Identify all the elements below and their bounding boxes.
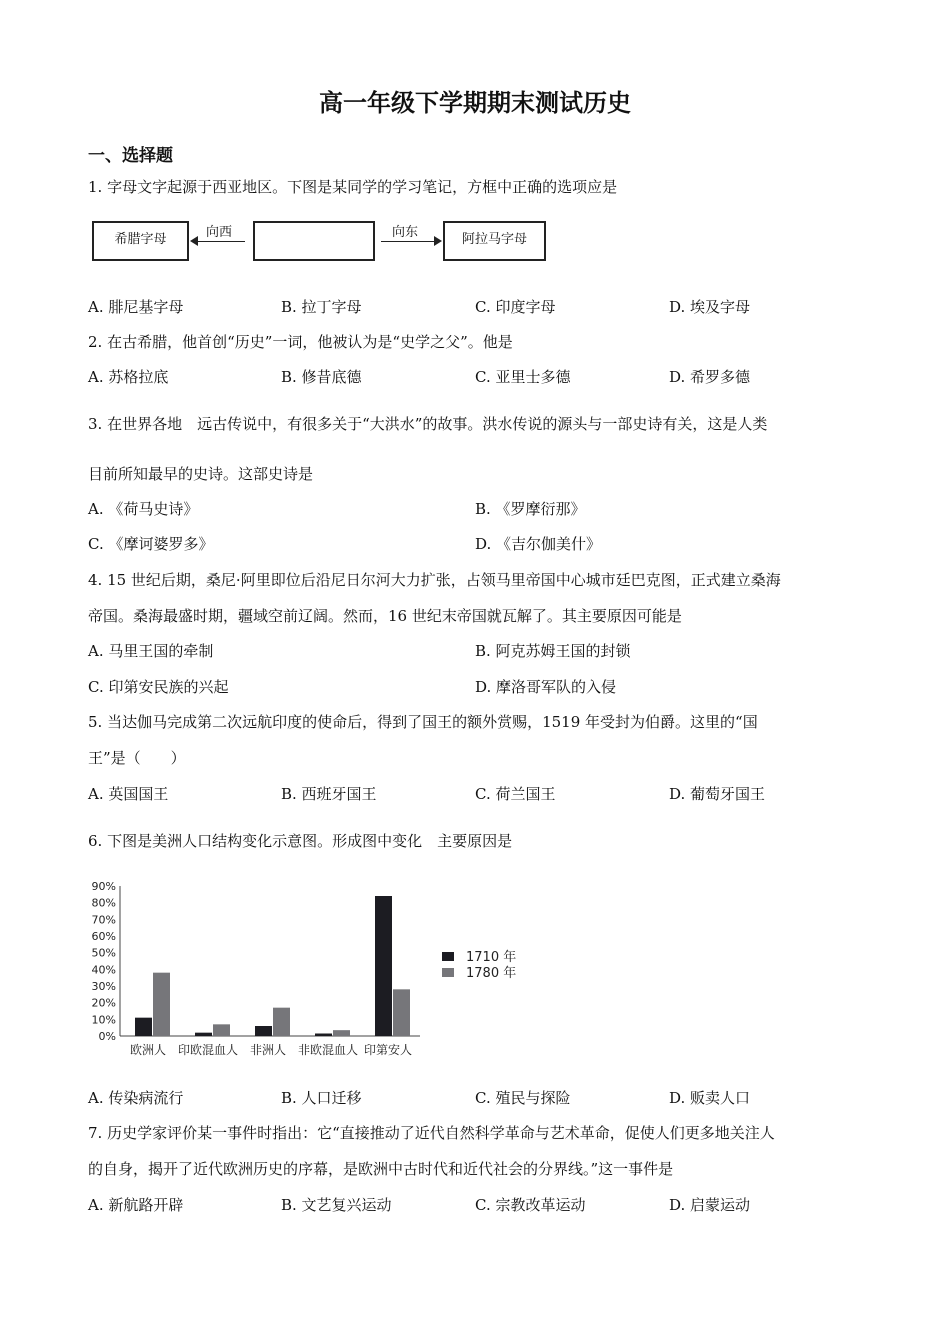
bar <box>135 1018 152 1036</box>
q7-option-a[interactable]: A. 新航路开辟 <box>88 1196 184 1214</box>
q1-text: 1. 字母文字起源于西亚地区。下图是某同学的学习笔记，方框中正确的选项应是 <box>88 178 618 196</box>
q2-option-a[interactable]: A. 苏格拉底 <box>88 368 169 386</box>
legend-swatch <box>442 952 454 961</box>
q1-option-a[interactable]: A. 腓尼基字母 <box>88 298 184 316</box>
q4-text-line1: 4. 15 世纪后期，桑尼·阿里即位后沿尼日尔河大力扩张，占领马里帝国中心城市廷巴克图，正式建立桑海 <box>88 571 781 589</box>
q1-option-d[interactable]: D. 埃及字母 <box>669 298 751 316</box>
q7-text-line2: 的自身，揭开了近代欧洲历史的序幕，是欧洲中古时代和近代社会的分界线。”这一事件是 <box>88 1160 674 1178</box>
q5-text-line2: 王”是（ ） <box>88 749 186 767</box>
q2-option-c[interactable]: C. 亚里士多德 <box>475 368 571 386</box>
bar <box>393 989 410 1036</box>
q5-text-line1: 5. 当达伽马完成第二次远航印度的使命后，得到了国王的额外赏赐，1519 年受封为伯爵。这里的“国 <box>88 713 758 731</box>
bar <box>153 973 170 1036</box>
q7-option-c[interactable]: C. 宗教改革运动 <box>475 1196 586 1214</box>
q1-option-c[interactable]: C. 印度字母 <box>475 298 556 316</box>
westward-arrow-line <box>196 241 245 242</box>
bar <box>273 1008 290 1036</box>
q5-option-a[interactable]: A. 英国国王 <box>88 785 169 803</box>
q7-option-b[interactable]: B. 文艺复兴运动 <box>281 1196 392 1214</box>
q7-text-line1: 7. 历史学家评价某一事件时指出：它“直接推动了近代自然科学革命与艺术革命，促使人们更多地关注人 <box>88 1124 775 1142</box>
x-tick-label: 印欧混血人 <box>177 1043 239 1057</box>
page-title: 高一年级下学期期末测试历史 <box>319 89 631 117</box>
q3-text-line2: 目前所知最早的史诗。这部史诗是 <box>88 465 314 483</box>
legend-swatch <box>442 968 454 977</box>
x-tick-label: 印第安人 <box>363 1043 413 1057</box>
q3-option-c[interactable]: C. 《摩诃婆罗多》 <box>88 535 214 553</box>
aramaic-alphabet-box: 阿拉马字母 <box>443 221 546 261</box>
q2-text: 2. 在古希腊，他首创“历史”一词，他被认为是“史学之父”。他是 <box>88 333 513 351</box>
section-heading: 一、选择题 <box>88 146 173 166</box>
q3-option-a[interactable]: A. 《荷马史诗》 <box>88 500 199 518</box>
population-structure-chart <box>84 876 564 1061</box>
bar <box>195 1033 212 1036</box>
x-tick-label: 非洲人 <box>249 1043 287 1057</box>
y-tick-label: 50% <box>91 946 116 960</box>
eastward-arrow-line <box>381 241 435 242</box>
q1-option-b[interactable]: B. 拉丁字母 <box>281 298 362 316</box>
q4-option-d[interactable]: D. 摩洛哥军队的入侵 <box>475 678 617 696</box>
x-tick-label: 非欧混血人 <box>297 1043 359 1057</box>
y-tick-label: 0% <box>98 1030 116 1043</box>
q3-text-line1: 3. 在世界各地 远古传说中，有很多关于“大洪水”的故事。洪水传说的源头与一部史诗有关，这是人类 <box>88 415 768 433</box>
q3-option-b[interactable]: B. 《罗摩衍那》 <box>475 500 586 518</box>
x-tick-label: 欧洲人 <box>129 1043 167 1057</box>
bar <box>375 896 392 1036</box>
q6-text: 6. 下图是美洲人口结构变化示意图。形成图中变化 主要原因是 <box>88 832 513 850</box>
q4-option-b[interactable]: B. 阿克苏姆王国的封锁 <box>475 642 631 660</box>
bar <box>333 1030 350 1036</box>
legend-label: 1710 年 <box>466 950 517 965</box>
legend-label: 1780 年 <box>466 966 517 981</box>
q6-option-d[interactable]: D. 贩卖人口 <box>669 1089 751 1107</box>
eastward-label: 向东 <box>392 225 419 240</box>
bar <box>315 1034 332 1037</box>
y-tick-label: 90% <box>91 880 116 893</box>
y-tick-label: 40% <box>91 963 116 977</box>
q2-option-d[interactable]: D. 希罗多德 <box>669 368 751 386</box>
y-tick-label: 80% <box>91 896 116 910</box>
q5-option-c[interactable]: C. 荷兰国王 <box>475 785 556 803</box>
q4-text-line2: 帝国。桑海最盛时期，疆域空前辽阔。然而，16 世纪末帝国就瓦解了。其主要原因可能是 <box>88 607 682 625</box>
y-tick-label: 60% <box>91 930 116 943</box>
arrow-left-icon <box>190 236 198 246</box>
answer-blank-box <box>253 221 375 261</box>
westward-label: 向西 <box>206 225 233 240</box>
bar <box>255 1026 272 1036</box>
bar <box>213 1024 230 1036</box>
y-tick-label: 70% <box>91 913 116 927</box>
q3-option-d[interactable]: D. 《吉尔伽美什》 <box>475 535 602 553</box>
arrow-right-icon <box>434 236 442 246</box>
q6-option-b[interactable]: B. 人口迁移 <box>281 1089 362 1107</box>
q4-option-c[interactable]: C. 印第安民族的兴起 <box>88 678 229 696</box>
q5-option-d[interactable]: D. 葡萄牙国王 <box>669 785 766 803</box>
y-tick-label: 20% <box>91 996 116 1010</box>
q6-option-a[interactable]: A. 传染病流行 <box>88 1089 184 1107</box>
q5-option-b[interactable]: B. 西班牙国王 <box>281 785 377 803</box>
y-tick-label: 30% <box>91 980 116 993</box>
q2-option-b[interactable]: B. 修昔底德 <box>281 368 362 386</box>
greek-alphabet-box: 希腊字母 <box>92 221 189 261</box>
q7-option-d[interactable]: D. 启蒙运动 <box>669 1196 751 1214</box>
y-tick-label: 10% <box>91 1013 116 1027</box>
q4-option-a[interactable]: A. 马里王国的牵制 <box>88 642 214 660</box>
q6-option-c[interactable]: C. 殖民与探险 <box>475 1089 571 1107</box>
